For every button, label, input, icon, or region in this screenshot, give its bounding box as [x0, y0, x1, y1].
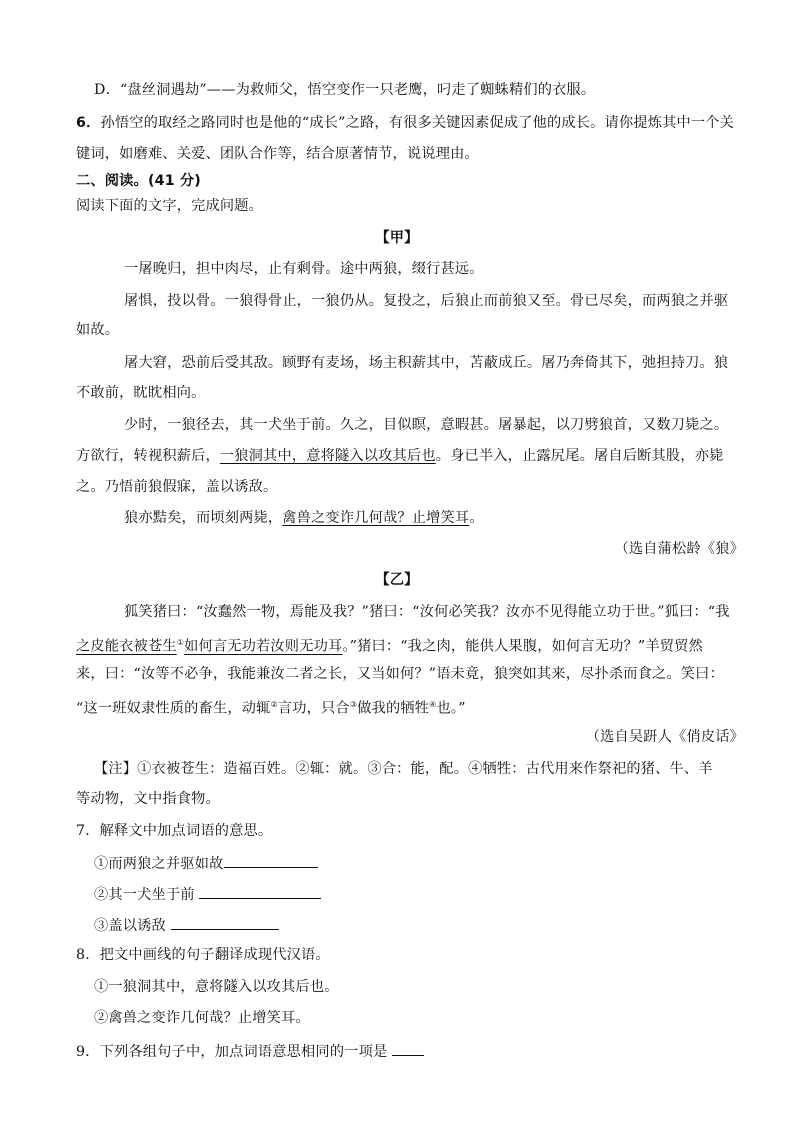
question-6-cont: 键词，如磨难、关爱、团队合作等，结合原著情节，说说理由。 [76, 146, 479, 162]
text-segment: 言功，只合 [277, 700, 350, 717]
passage-yi-p1-line4 [76, 695, 746, 719]
text-segment: 方欲行，转视积薪后， [76, 448, 220, 464]
question-number: 6． [76, 115, 101, 131]
annotation-note-cont: 等动物，文中指食物。 [76, 791, 220, 807]
answer-blank[interactable] [199, 883, 321, 899]
passage-yi-p1-line3: 来，曰：“汝等不必争，我能兼汝二者之长，又当如何？”语未竟，狼突如其来，尽扑杀而食之。笑曰： [76, 666, 724, 682]
note-marker: ③ [349, 700, 358, 709]
question-8-item-1: ①一狼洞其中，意将隧入以攻其后也。 [94, 979, 339, 995]
answer-blank[interactable] [392, 1040, 424, 1056]
passage-jia-p3: 屠大窘，恐前后受其敌。顾野有麦场，场主积薪其中，苫蔽成丘。屠乃奔倚其下，弛担持刀。狼 [124, 355, 729, 371]
underlined-sentence-2: 禽兽之变诈几何哉？止增笑耳 [282, 510, 470, 526]
annotation-note: 【注】①衣被苍生：造福百姓。②辄：就。③合：能，配。④牺牲：古代用来作祭祀的猪、牛、羊 [94, 761, 713, 777]
passage-yi-p1: 狐笑猪曰：“汝蠢然一物，焉能及我？”猪曰：“汝何必笑我？汝亦不见得能立功于世。”狐曰：“我 [124, 604, 730, 620]
question-6 [76, 113, 746, 133]
passage-jia-p4-end: 之。乃悟前狼假寐，盖以诱敌。 [76, 479, 278, 495]
underlined-sentence-3b: 如何言无功若汝则无功耳 [184, 638, 343, 655]
note-marker: ④ [429, 700, 437, 709]
underlined-sentence-1: 一狼洞其中，意将隧入以攻其后也 [219, 448, 436, 464]
question-7: 7．解释文中加点词语的意思。 [76, 823, 273, 839]
passage-jia-source: （选自蒲松龄《狼》 [614, 541, 744, 557]
item-text: ①而两狼之并驱如故 [94, 856, 224, 872]
section-heading: 二、阅读。(41 分) [76, 173, 201, 189]
text-segment: “这一班奴隶性质的畜生，动辄 [76, 700, 271, 717]
text-segment: 。 [469, 510, 484, 526]
passage-yi-source: （选自吴趼人《俏皮话》 [585, 729, 744, 745]
passage-jia-p4: 少时，一狼径去，其一犬坐于前。久之，目似瞑，意暇甚。屠暴起，以刀劈狼首，又数刀毙之。 [124, 417, 729, 433]
instruction: 阅读下面的文字，完成问题。 [76, 198, 264, 214]
passage-jia-p1: 一屠晚归，担中肉尽，止有剩骨。途中两狼，缀行甚远。 [124, 261, 484, 277]
note-marker: ② [270, 700, 278, 709]
answer-blank[interactable] [224, 852, 318, 868]
passage-jia-p5 [124, 508, 746, 528]
text-segment: 也。” [436, 700, 466, 717]
item-text: 9．下列各组句子中，加点词语意思相同的一项是 [76, 1044, 393, 1060]
question-9 [76, 1040, 746, 1062]
answer-blank[interactable] [171, 914, 279, 930]
text-segment: 。身已半入，止露尻尾。屠自后断其股，亦毙 [435, 448, 724, 464]
question-8: 8．把文中画线的句子翻译成现代汉语。 [76, 947, 330, 963]
question-text: 孙悟空的取经之路同时也是他的“成长”之路，有很多关键因素促成了他的成长。请你提炼其中一个关 [100, 115, 735, 131]
passage-jia-p4-cont [76, 446, 746, 466]
text-segment: 。”猪曰：“我之肉，能供人果腹，如何言无功？”羊贸贸然 [342, 638, 703, 655]
passage-jia-p2-cont: 如故。 [76, 322, 120, 338]
question-7-item-2 [94, 883, 746, 905]
item-text: ③盖以诱敌 [94, 918, 171, 934]
passage-jia-p2: 屠惧，投以骨。一狼得骨止，一狼仍从。复投之，后狼止而前狼又至。骨已尽矣，而两狼之并驱 [124, 293, 729, 309]
passage-jia-p3-cont: 不敢前，眈眈相向。 [76, 385, 206, 401]
option-d: D．“盘丝洞遇劫”——为救师父，悟空变作一只老鹰，叼走了蜘蛛精们的衣服。 [94, 82, 596, 98]
question-8-item-2: ②禽兽之变诈几何哉？止增笑耳。 [94, 1010, 310, 1026]
note-marker: ① [176, 638, 185, 647]
text-segment: 做我的牺牲 [357, 700, 430, 717]
passage-yi-p1-line2 [76, 633, 746, 657]
passage-yi-title: 【乙】 [375, 572, 419, 588]
question-7-item-1 [94, 852, 746, 874]
question-7-item-3 [94, 914, 746, 936]
text-segment: 狼亦黠矣，而顷刻两毙， [124, 510, 283, 526]
underlined-sentence-3a: 之皮能衣被苍生 [76, 638, 177, 655]
passage-jia-title: 【甲】 [375, 230, 419, 246]
item-text: ②其一犬坐于前 [94, 887, 200, 903]
